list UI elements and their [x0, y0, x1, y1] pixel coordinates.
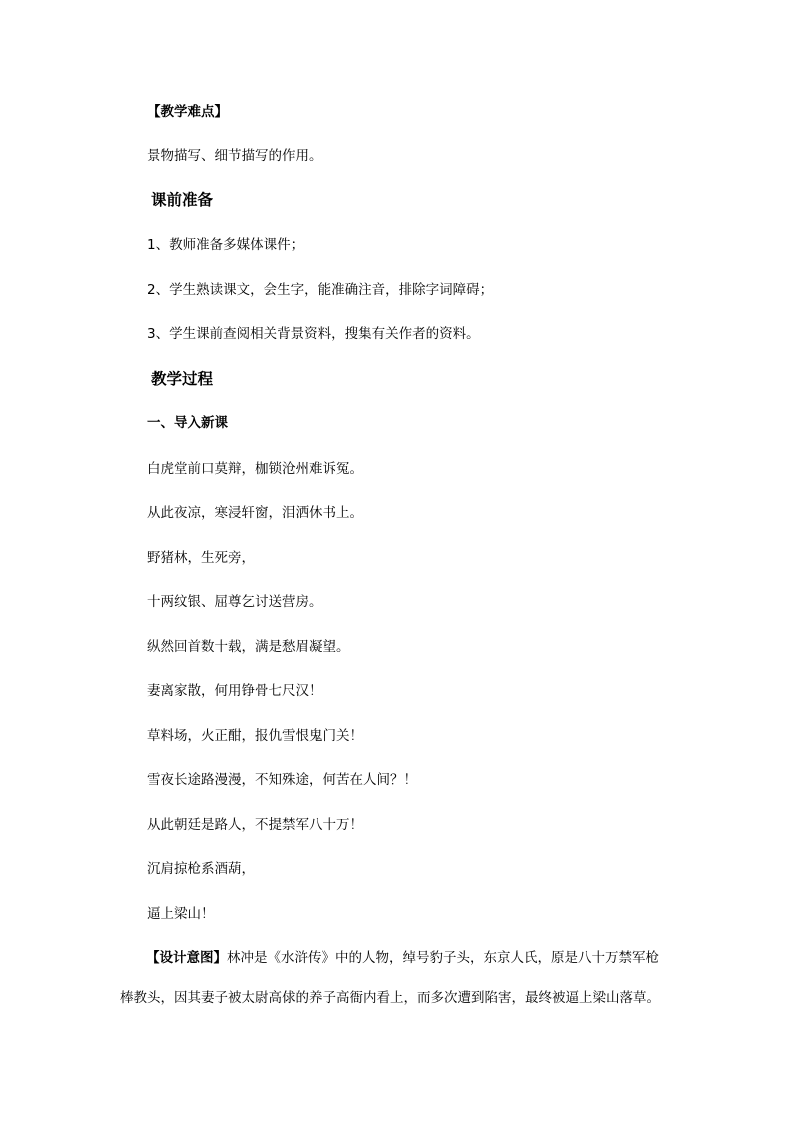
poem-line: 妻离家散，何用铮骨七尺汉！	[147, 683, 323, 699]
preparation-item-2: 2、学生熟读课文，会生字，能准确注音，排除字词障碍；	[147, 282, 494, 298]
design-intent-paragraph	[120, 948, 680, 1008]
design-intent-label: 【设计意图】	[146, 950, 227, 966]
design-intent-text-2: 棒教头，因其妻子被太尉高俅的养子高衙内看上，而多次遭到陷害，最终被逼上梁山落草。	[120, 990, 660, 1006]
design-intent-line-1	[120, 948, 680, 968]
poem-line: 十两纹银、屈尊乞讨送营房。	[147, 594, 323, 610]
poem-line: 雪夜长途路漫漫，不知殊途，何苦在人间？！	[147, 772, 417, 788]
poem-line: 沉肩掠枪系酒葫，	[147, 861, 255, 877]
process-title: 教学过程	[151, 370, 214, 388]
preparation-title: 课前准备	[151, 191, 214, 209]
poem-line: 草料场，火正酣，报仇雪恨鬼门关！	[147, 728, 363, 744]
difficulty-title: 【教学难点】	[147, 104, 228, 120]
poem-line: 从此夜凉，寒浸轩窗，泪洒休书上。	[147, 505, 363, 521]
section-heading: 一、导入新课	[147, 415, 228, 431]
poem-line: 白虎堂前口莫辩，枷锁沧州难诉冤。	[147, 461, 363, 477]
preparation-item-1: 1、教师准备多媒体课件；	[147, 237, 305, 253]
poem-line: 逼上梁山！	[147, 906, 215, 922]
difficulty-text: 景物描写、细节描写的作用。	[147, 148, 323, 164]
poem-line: 从此朝廷是路人，不提禁军八十万！	[147, 817, 363, 833]
preparation-item-3: 3、学生课前查阅相关背景资料，搜集有关作者的资料。	[147, 326, 480, 342]
design-intent-text-1: 林冲是《水浒传》中的人物，绰号豹子头，东京人氏，原是八十万禁军枪	[227, 950, 659, 966]
poem-line: 野猪林，生死旁，	[147, 550, 255, 566]
poem-line: 纵然回首数十载，满是愁眉凝望。	[147, 639, 350, 655]
